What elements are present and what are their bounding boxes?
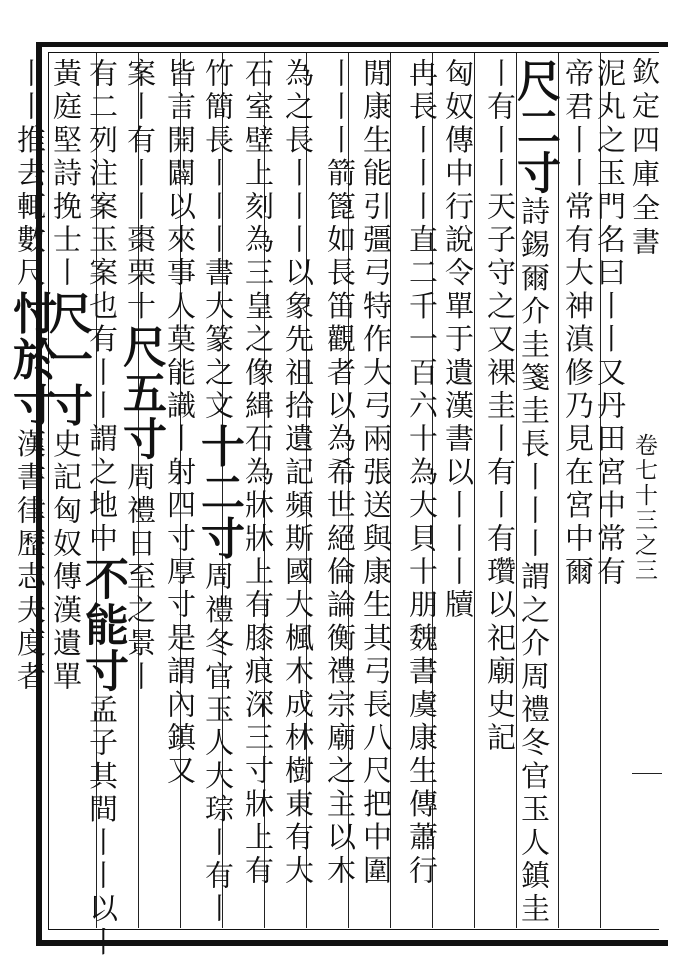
text-column: 泥丸之玉門名曰丨丨又丹田宮中常有	[593, 58, 627, 590]
text-column: 匈奴傳中行說令單于遺漢書以丨丨丨牘	[441, 58, 475, 623]
text-column: 閒康生能引彊弓特作大弓兩張送與康生其弓長八尺把中圍	[359, 58, 393, 889]
volume-number: 卷七十三之三	[631, 433, 657, 583]
text-column: 帝君丨丨常有大神滇修乃見在宮中爾	[561, 58, 595, 590]
text-column: 尺二寸詩錫爾介圭箋圭長丨丨丨謂之介周禮冬官玉人鎮圭	[509, 58, 560, 927]
margin-rule	[632, 773, 662, 774]
text-column: 丨丨推去輒數尺忖於寸漢書律歷志夫度者	[5, 58, 56, 695]
text-column: 有二列注案玉案也有丨丨謂之地中不能寸孟子其間丨丨以丨	[77, 58, 128, 960]
text-column: 冉長丨丨丨直二千一百六十為大貝十朋魏書虞康生傳蕭行	[405, 58, 439, 889]
text-column: 丨丨丨箭篦如長笛觀者以為希世絕倫論衡禮宗廟之主以木	[323, 58, 357, 889]
text-column: 竹簡長丨丨丨書大篆之文十二寸周禮冬官玉人大琮丨有丨	[193, 58, 244, 927]
text-column: 石室壁上刻為三皇之像緝石為牀牀上有膝痕深三寸牀上有	[241, 58, 275, 889]
book-title: 欽定四庫全書	[628, 57, 661, 261]
text-column: 皆言開闢以來事人莫能識丨射四寸厚寸是謂內鎮又	[163, 58, 197, 789]
text-column: 丨有丨丨天子守之又裸圭丨有丨有瓚以祀廟史記	[483, 58, 517, 756]
text-column: 為之長丨丨丨以象先祖拾遺記頻斯國大楓木成林樹東有大	[281, 58, 315, 889]
text-column: 黃庭堅詩挽士丨尺一寸史記匈奴傳漢遺單	[41, 58, 92, 695]
text-column: 案丨有丨丨棗栗十尺五寸周禮日至之景丨	[115, 58, 166, 695]
